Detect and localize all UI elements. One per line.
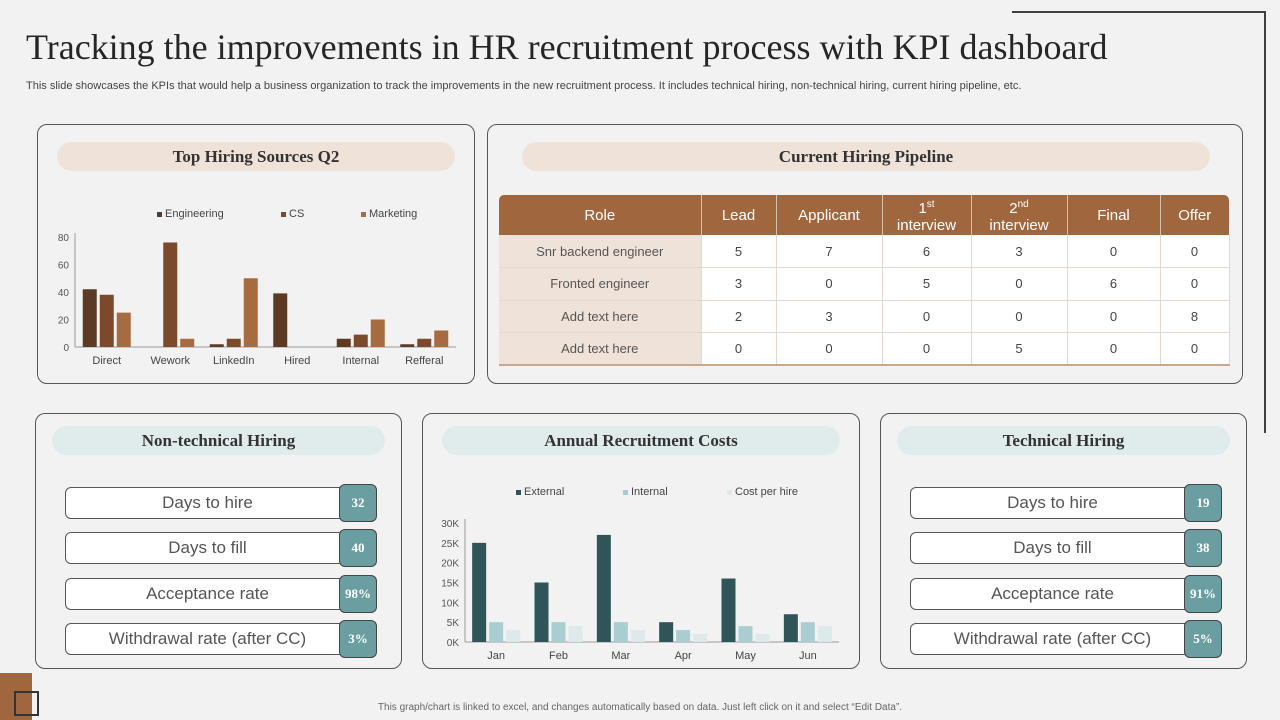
annual-recruitment-costs-header: Annual Recruitment Costs xyxy=(442,426,840,455)
col-second-interview-word: interview xyxy=(989,217,1049,234)
tech-days-to-fill xyxy=(910,532,1222,564)
legend-marketing xyxy=(361,208,417,220)
x-tick-label: Apr xyxy=(674,650,692,662)
metric-value: 38 xyxy=(1184,529,1222,567)
col-first-interview-word: interview xyxy=(896,217,957,234)
cell-final: 0 xyxy=(1067,300,1160,333)
legend-swatch-external xyxy=(516,490,521,495)
cell-second-interview: 0 xyxy=(971,268,1067,301)
top-hiring-sources-chart xyxy=(38,225,474,375)
cell-offer: 8 xyxy=(1160,300,1229,333)
legend-swatch-cost-per-hire xyxy=(727,490,732,495)
legend-engineering xyxy=(157,208,224,220)
cell-offer: 0 xyxy=(1160,268,1229,301)
metric-label: Days to hire xyxy=(65,487,350,519)
top-hiring-sources-header: Top Hiring Sources Q2 xyxy=(57,142,455,171)
x-tick-label: Mar xyxy=(611,650,631,662)
cell-second-interview: 0 xyxy=(971,300,1067,333)
metric-value: 3% xyxy=(339,620,377,658)
col-first-interview-num: 1 xyxy=(918,200,927,217)
cell-first-interview: 5 xyxy=(882,268,971,301)
bar-cs-wework xyxy=(163,243,177,348)
cell-second-interview: 5 xyxy=(971,333,1067,366)
x-tick-label: Wework xyxy=(150,355,191,367)
bar-external-apr xyxy=(659,622,673,642)
bar-cost-per-hire-feb xyxy=(569,626,583,642)
legend-label-internal: Internal xyxy=(631,486,668,498)
cell-first-interview: 0 xyxy=(882,300,971,333)
bar-internal-feb xyxy=(552,622,566,642)
bar-external-jun xyxy=(784,614,798,642)
tech-withdrawal-rate xyxy=(910,623,1222,655)
cell-final: 0 xyxy=(1067,235,1160,268)
cell-applicant: 0 xyxy=(776,268,882,301)
cell-offer: 0 xyxy=(1160,333,1229,366)
nontech-acceptance-rate xyxy=(65,578,377,610)
legend-swatch-engineering xyxy=(157,212,162,217)
col-second-interview xyxy=(971,195,1067,235)
legend-internal xyxy=(623,486,668,498)
bar-marketing-internal xyxy=(371,320,385,348)
cell-applicant: 0 xyxy=(776,333,882,366)
y-tick-label: 5K xyxy=(446,618,459,630)
x-tick-label: Jun xyxy=(798,650,817,662)
cell-applicant: 7 xyxy=(776,235,882,268)
bar-marketing-refferal xyxy=(434,331,448,348)
bar-cost-per-hire-apr xyxy=(693,634,707,642)
bar-cost-per-hire-jun xyxy=(818,626,832,642)
bar-external-feb xyxy=(535,583,549,643)
bar-cs-internal xyxy=(354,335,368,347)
col-lead: Lead xyxy=(701,195,776,235)
col-role: Role xyxy=(499,195,701,235)
x-tick-label: Refferal xyxy=(405,355,444,367)
nontech-days-to-fill xyxy=(65,532,377,564)
bar-cs-refferal xyxy=(417,339,431,347)
table-row xyxy=(499,235,1229,268)
bar-internal-may xyxy=(739,626,753,642)
decorative-corner-line-top xyxy=(1012,11,1266,13)
bar-marketing-linkedin xyxy=(244,278,258,347)
cell-lead: 0 xyxy=(701,333,776,366)
bar-engineering-internal xyxy=(337,339,351,347)
legend-external xyxy=(516,486,564,498)
y-tick-label: 40 xyxy=(57,288,69,299)
metric-value: 40 xyxy=(339,529,377,567)
col-second-interview-num: 2 xyxy=(1009,200,1018,217)
cell-applicant: 3 xyxy=(776,300,882,333)
y-tick-label: 30K xyxy=(441,519,459,530)
legend-label-external: External xyxy=(524,486,565,498)
legend-label-engineering: Engineering xyxy=(165,208,224,220)
bar-cost-per-hire-mar xyxy=(631,630,645,642)
x-tick-label: LinkedIn xyxy=(212,355,255,367)
table-row xyxy=(499,268,1229,301)
tech-days-to-hire xyxy=(910,487,1222,519)
col-final: Final xyxy=(1067,195,1160,235)
metric-label: Days to fill xyxy=(65,532,350,564)
decorative-corner-line-right xyxy=(1264,11,1266,433)
bar-internal-jun xyxy=(801,622,815,642)
bar-internal-mar xyxy=(614,622,628,642)
metric-label: Withdrawal rate (after CC) xyxy=(910,623,1195,655)
cell-final: 6 xyxy=(1067,268,1160,301)
cell-first-interview: 0 xyxy=(882,333,971,366)
bar-internal-apr xyxy=(676,630,690,642)
metric-value: 32 xyxy=(339,484,377,522)
bar-cost-per-hire-jan xyxy=(506,630,520,642)
cell-role: Add text here xyxy=(499,300,701,333)
col-second-interview-sup: nd xyxy=(1017,199,1029,210)
legend-cs xyxy=(281,208,304,220)
top-hiring-sources-card xyxy=(37,124,475,384)
col-applicant: Applicant xyxy=(776,195,882,235)
bar-engineering-hired xyxy=(273,293,287,347)
legend-label-cs: CS xyxy=(289,208,305,220)
annual-recruitment-costs-chart xyxy=(423,506,859,666)
cell-final: 0 xyxy=(1067,333,1160,366)
metric-value: 91% xyxy=(1184,575,1222,613)
pipeline-table xyxy=(499,195,1230,366)
current-hiring-pipeline-card xyxy=(487,124,1243,384)
metric-label: Withdrawal rate (after CC) xyxy=(65,623,350,655)
x-tick-label: Jan xyxy=(487,650,506,662)
col-first-interview-sup: st xyxy=(926,199,935,210)
bar-marketing-direct xyxy=(117,313,131,347)
y-tick-label: 80 xyxy=(57,233,69,244)
bar-engineering-direct xyxy=(83,289,97,347)
cell-offer: 0 xyxy=(1160,235,1229,268)
metric-value: 98% xyxy=(339,575,377,613)
cell-role: Add text here xyxy=(499,333,701,366)
cell-lead: 2 xyxy=(701,300,776,333)
pipeline-header-row xyxy=(499,195,1229,235)
y-tick-label: 60 xyxy=(57,260,69,272)
tech-acceptance-rate xyxy=(910,578,1222,610)
cell-role: Fronted engineer xyxy=(499,268,701,301)
bar-internal-jan xyxy=(489,622,503,642)
metric-value: 19 xyxy=(1184,484,1222,522)
col-offer: Offer xyxy=(1160,195,1229,235)
x-tick-label: Direct xyxy=(92,355,122,367)
x-tick-label: May xyxy=(735,650,756,662)
legend-swatch-marketing xyxy=(361,212,366,217)
bar-external-jan xyxy=(472,543,486,642)
y-tick-label: 10K xyxy=(441,598,459,610)
metric-label: Days to hire xyxy=(910,487,1195,519)
non-technical-hiring-header: Non-technical Hiring xyxy=(52,426,385,455)
page-title: Tracking the improvements in HR recruitment process with KPI dashboard xyxy=(26,27,1108,67)
x-tick-label: Feb xyxy=(549,650,568,662)
table-row xyxy=(499,333,1229,366)
y-tick-label: 0K xyxy=(446,638,459,649)
cell-lead: 3 xyxy=(701,268,776,301)
col-first-interview xyxy=(882,195,971,235)
bar-cost-per-hire-may xyxy=(756,634,770,642)
nontech-withdrawal-rate xyxy=(65,623,377,655)
technical-hiring-card xyxy=(880,413,1247,669)
non-technical-hiring-card xyxy=(35,413,402,669)
y-tick-label: 20K xyxy=(441,558,459,570)
metric-label: Days to fill xyxy=(910,532,1195,564)
metric-label: Acceptance rate xyxy=(910,578,1195,610)
legend-swatch-internal xyxy=(623,490,628,495)
bar-cs-direct xyxy=(100,295,114,347)
metric-value: 5% xyxy=(1184,620,1222,658)
bar-engineering-refferal xyxy=(400,344,414,347)
legend-swatch-cs xyxy=(281,212,286,217)
table-row xyxy=(499,300,1229,333)
cell-lead: 5 xyxy=(701,235,776,268)
y-tick-label: 15K xyxy=(441,578,459,590)
cell-second-interview: 3 xyxy=(971,235,1067,268)
annual-recruitment-costs-card xyxy=(422,413,860,669)
cell-first-interview: 6 xyxy=(882,235,971,268)
bar-cs-linkedin xyxy=(227,339,241,347)
legend-label-marketing: Marketing xyxy=(369,208,418,220)
bar-external-mar xyxy=(597,535,611,642)
technical-hiring-header: Technical Hiring xyxy=(897,426,1230,455)
y-tick-label: 25K xyxy=(441,538,459,550)
legend-label-cost-per-hire: Cost per hire xyxy=(735,486,798,498)
current-hiring-pipeline-header: Current Hiring Pipeline xyxy=(522,142,1210,171)
y-tick-label: 20 xyxy=(57,315,69,327)
footer-note: This graph/chart is linked to excel, and changes automatically based on data. Just left click on it and select “Edit Data”. xyxy=(377,702,903,713)
x-tick-label: Hired xyxy=(284,355,311,367)
x-tick-label: Internal xyxy=(342,355,380,367)
y-tick-label: 0 xyxy=(63,343,69,354)
bar-marketing-wework xyxy=(180,339,194,347)
page-subtitle: This slide showcases the KPIs that would help a business organization to track the improvements in the new recruitment process. It includes technical hiring, non-technical hiring, current hiring pipeline, etc. xyxy=(26,80,1022,92)
cell-role: Snr backend engineer xyxy=(499,235,701,268)
nontech-days-to-hire xyxy=(65,487,377,519)
bar-engineering-linkedin xyxy=(210,344,224,347)
legend-cost-per-hire xyxy=(727,486,798,498)
bar-external-may xyxy=(722,579,736,642)
metric-label: Acceptance rate xyxy=(65,578,350,610)
